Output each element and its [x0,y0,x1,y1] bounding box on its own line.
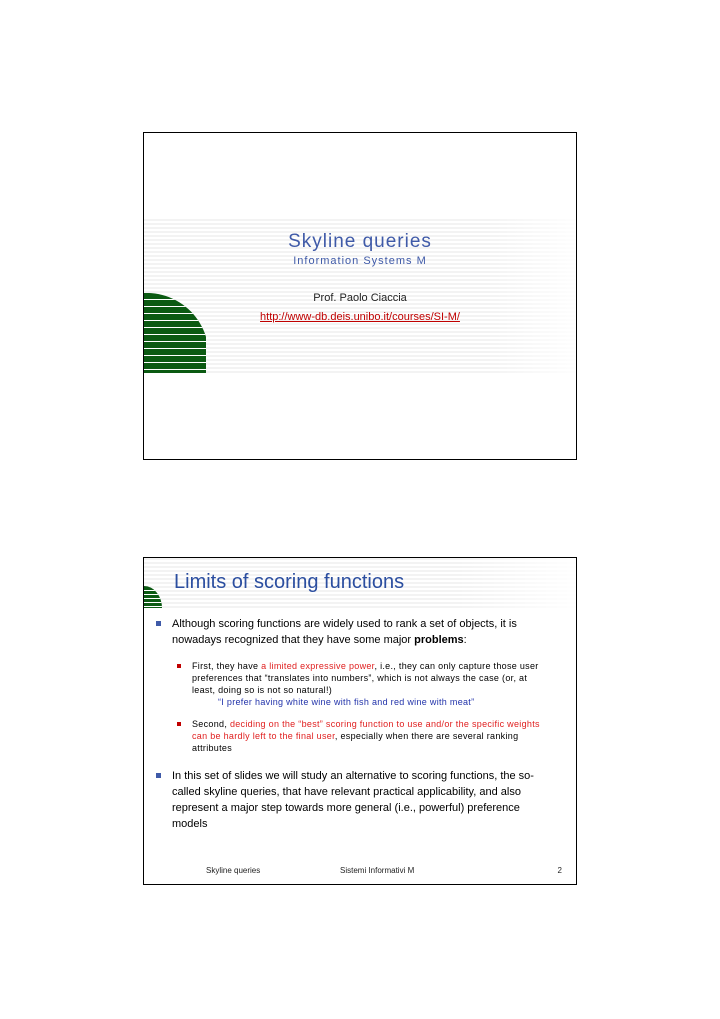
bullet-problems: Although scoring functions are widely used to rank a set of objects, it is nowadays recognized that they have some major problems: [144,616,576,648]
sub-bullet-square-icon [177,722,181,726]
author-name: Prof. Paolo Ciaccia [313,292,407,304]
slide-title: Limits of scoring functions [174,571,405,593]
presentation-subtitle: Information Systems M [293,255,427,267]
course-url-link[interactable]: http://www-db.deis.unibo.it/courses/SI-M/ [260,311,460,323]
footer-center: Sistemi Informativi M [340,866,415,875]
bullet-square-icon [156,621,161,626]
title-slide [143,132,577,460]
bullet-square-icon [156,773,161,778]
university-logo-icon [144,293,206,373]
sub-bullet-square-icon [177,664,181,668]
footer-left: Skyline queries [206,866,261,875]
content-slide [143,557,577,885]
sub-bullet-expressive-power: First, they have a limited expressive power, i.e., they can only capture those user preferences that “translates into numbers”, which is not always the case (or, at least, doing so is not so natural!) “I prefer having white wine with fish and red wine with meat” [144,660,576,708]
sub-bullet-weights: Second, deciding on the “best” scoring function to use and/or the specific weights can be hardly left to the final user, especially when there are several ranking attributes [144,718,576,754]
bullet-skyline: In this set of slides we will study an alternative to scoring functions, the so-called skyline queries, that have relevant practical applicability, and also represent a major step towards more general (i.e., powerful) preference models [144,768,576,832]
header-band-fade [456,558,576,608]
presentation-title: Skyline queries [288,231,432,252]
example-quote: “I prefer having white wine with fish and red wine with meat” [218,697,475,707]
page-number: 2 [557,866,562,875]
university-logo-small-icon [144,586,162,608]
slide-content [144,616,576,844]
